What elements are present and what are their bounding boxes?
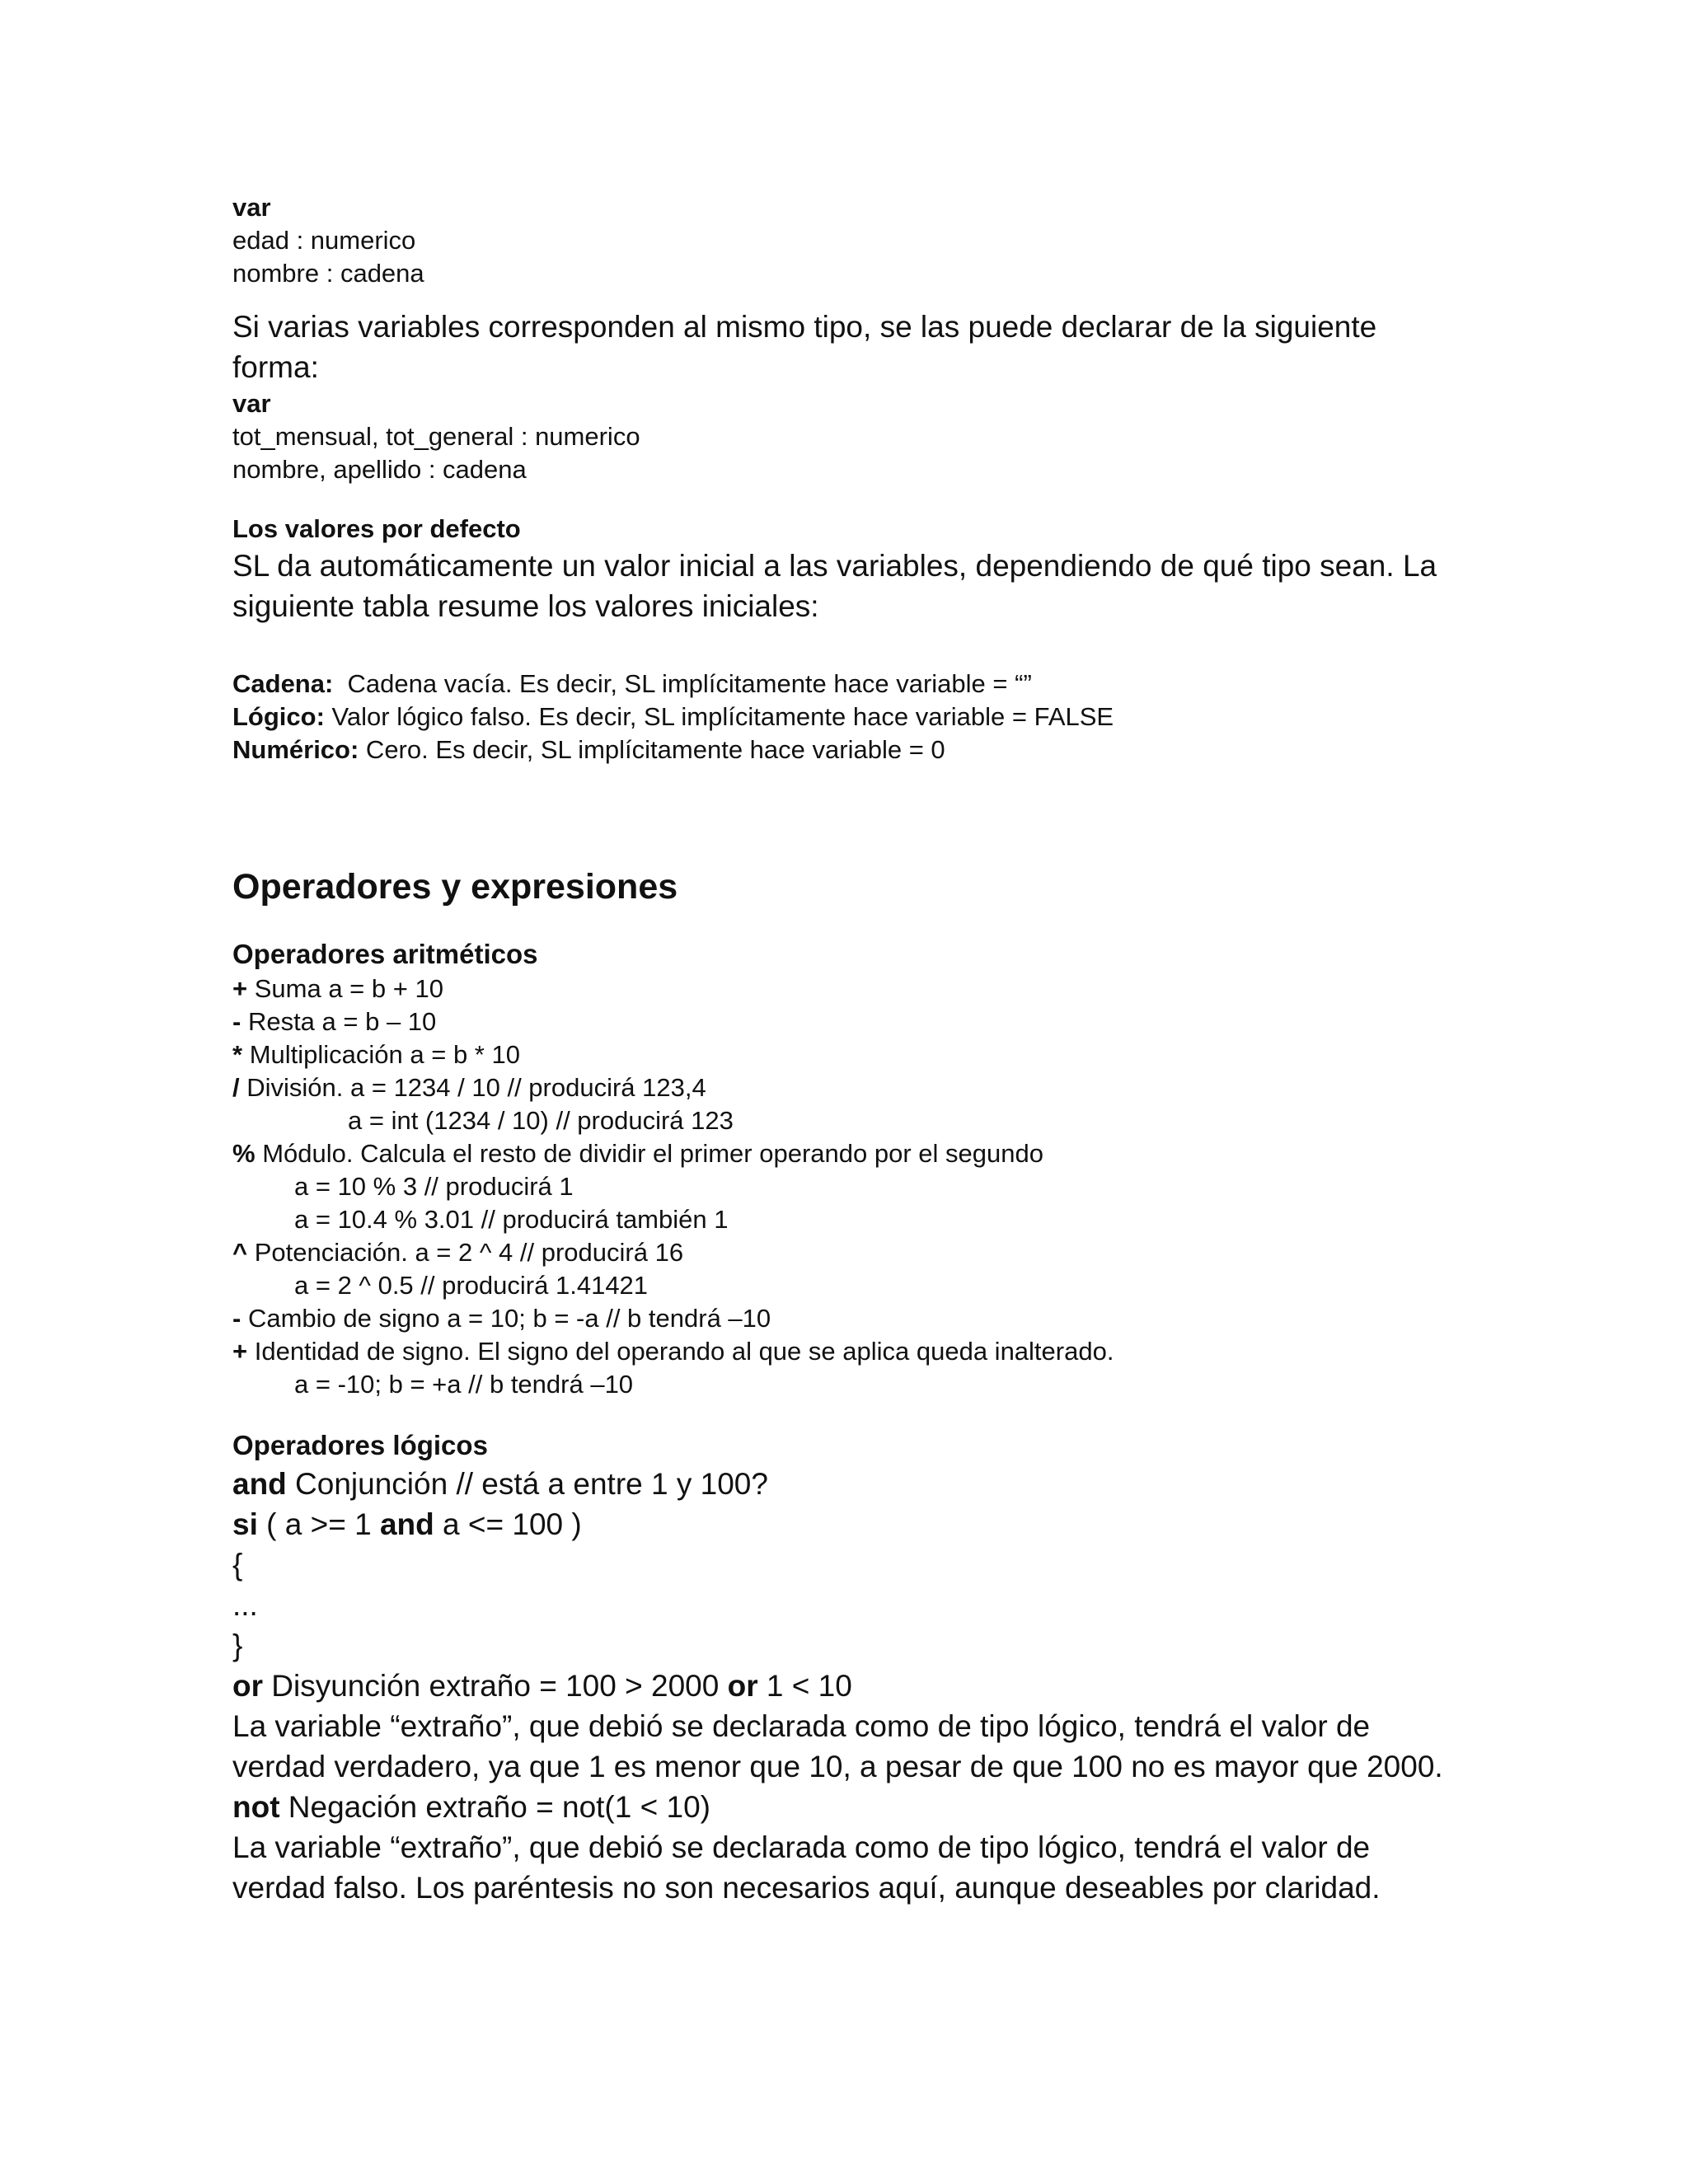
op-example: a = 10.4 % 3.01 // producirá también 1 xyxy=(294,1205,729,1234)
op-line: ^ Potenciación. a = 2 ^ 4 // producirá 16 xyxy=(232,1238,684,1267)
var-keyword: var xyxy=(232,389,271,418)
subheading-logic: Operadores lógicos xyxy=(232,1430,488,1460)
op-line: % Módulo. Calcula el resto de dividir el primer operando por el segundo xyxy=(232,1139,1043,1168)
logic-line: or Disyunción extraño = 100 > 2000 or 1 < 10 xyxy=(232,1669,852,1703)
section-title: Operadores y expresiones xyxy=(232,867,678,907)
op-example: a = 2 ^ 0.5 // producirá 1.41421 xyxy=(294,1271,649,1300)
default-logico: Lógico: Valor lógico falso. Es decir, SL implícitamente hace variable = FALSE xyxy=(232,702,1114,731)
op-line: + Suma a = b + 10 xyxy=(232,974,443,1003)
logic-line: { xyxy=(232,1548,243,1582)
decl-line: nombre, apellido : cadena xyxy=(232,455,527,484)
logic-line: } xyxy=(232,1629,243,1662)
default-cadena: Cadena: Cadena vacía. Es decir, SL implícitamente hace variable = “” xyxy=(232,669,1032,698)
op-example: a = -10; b = +a // b tendrá –10 xyxy=(294,1370,634,1399)
op-line: * Multiplicación a = b * 10 xyxy=(232,1040,520,1069)
logic-line: not Negación extraño = not(1 < 10) xyxy=(232,1790,710,1824)
subheading-defaults: Los valores por defecto xyxy=(232,514,521,543)
default-numerico: Numérico: Cero. Es decir, SL implícitamente hace variable = 0 xyxy=(232,735,945,764)
decl-line: nombre : cadena xyxy=(232,259,424,288)
paragraph: Si varias variables corresponden al mismo tipo, se las puede declarar de la siguiente forma: xyxy=(232,310,1377,384)
paragraph: SL da automáticamente un valor inicial a las variables, dependiendo de qué tipo sean. La siguiente tabla resume los valores iniciales: xyxy=(232,549,1437,623)
op-line: - Resta a = b – 10 xyxy=(232,1007,437,1036)
logic-line: and Conjunción // está a entre 1 y 100? xyxy=(232,1467,768,1501)
paragraph: La variable “extraño”, que debió se declarada como de tipo lógico, tendrá el valor de verdad falso. Los paréntesis no son necesarios aquí, aunque deseables por claridad. xyxy=(232,1830,1381,1905)
decl-line: tot_mensual, tot_general : numerico xyxy=(232,422,640,451)
logic-line: si ( a >= 1 and a <= 100 ) xyxy=(232,1507,582,1541)
subheading-arith: Operadores aritméticos xyxy=(232,939,538,969)
var-keyword: var xyxy=(232,193,271,222)
op-line: / División. a = 1234 / 10 // producirá 123,4 xyxy=(232,1073,706,1102)
paragraph: La variable “extraño”, que debió se declarada como de tipo lógico, tendrá el valor de verdad verdadero, ya que 1 es menor que 10, a pesar de que 100 no es mayor que 2000. xyxy=(232,1709,1443,1783)
op-line: + Identidad de signo. El signo del operando al que se aplica queda inalterado. xyxy=(232,1337,1114,1366)
page-content xyxy=(232,191,1469,1908)
logic-line: ... xyxy=(232,1588,258,1622)
op-line: - Cambio de signo a = 10; b = -a // b tendrá –10 xyxy=(232,1304,771,1333)
op-example: a = 10 % 3 // producirá 1 xyxy=(294,1172,574,1201)
op-example: a = int (1234 / 10) // producirá 123 xyxy=(348,1106,734,1135)
decl-line: edad : numerico xyxy=(232,226,416,255)
